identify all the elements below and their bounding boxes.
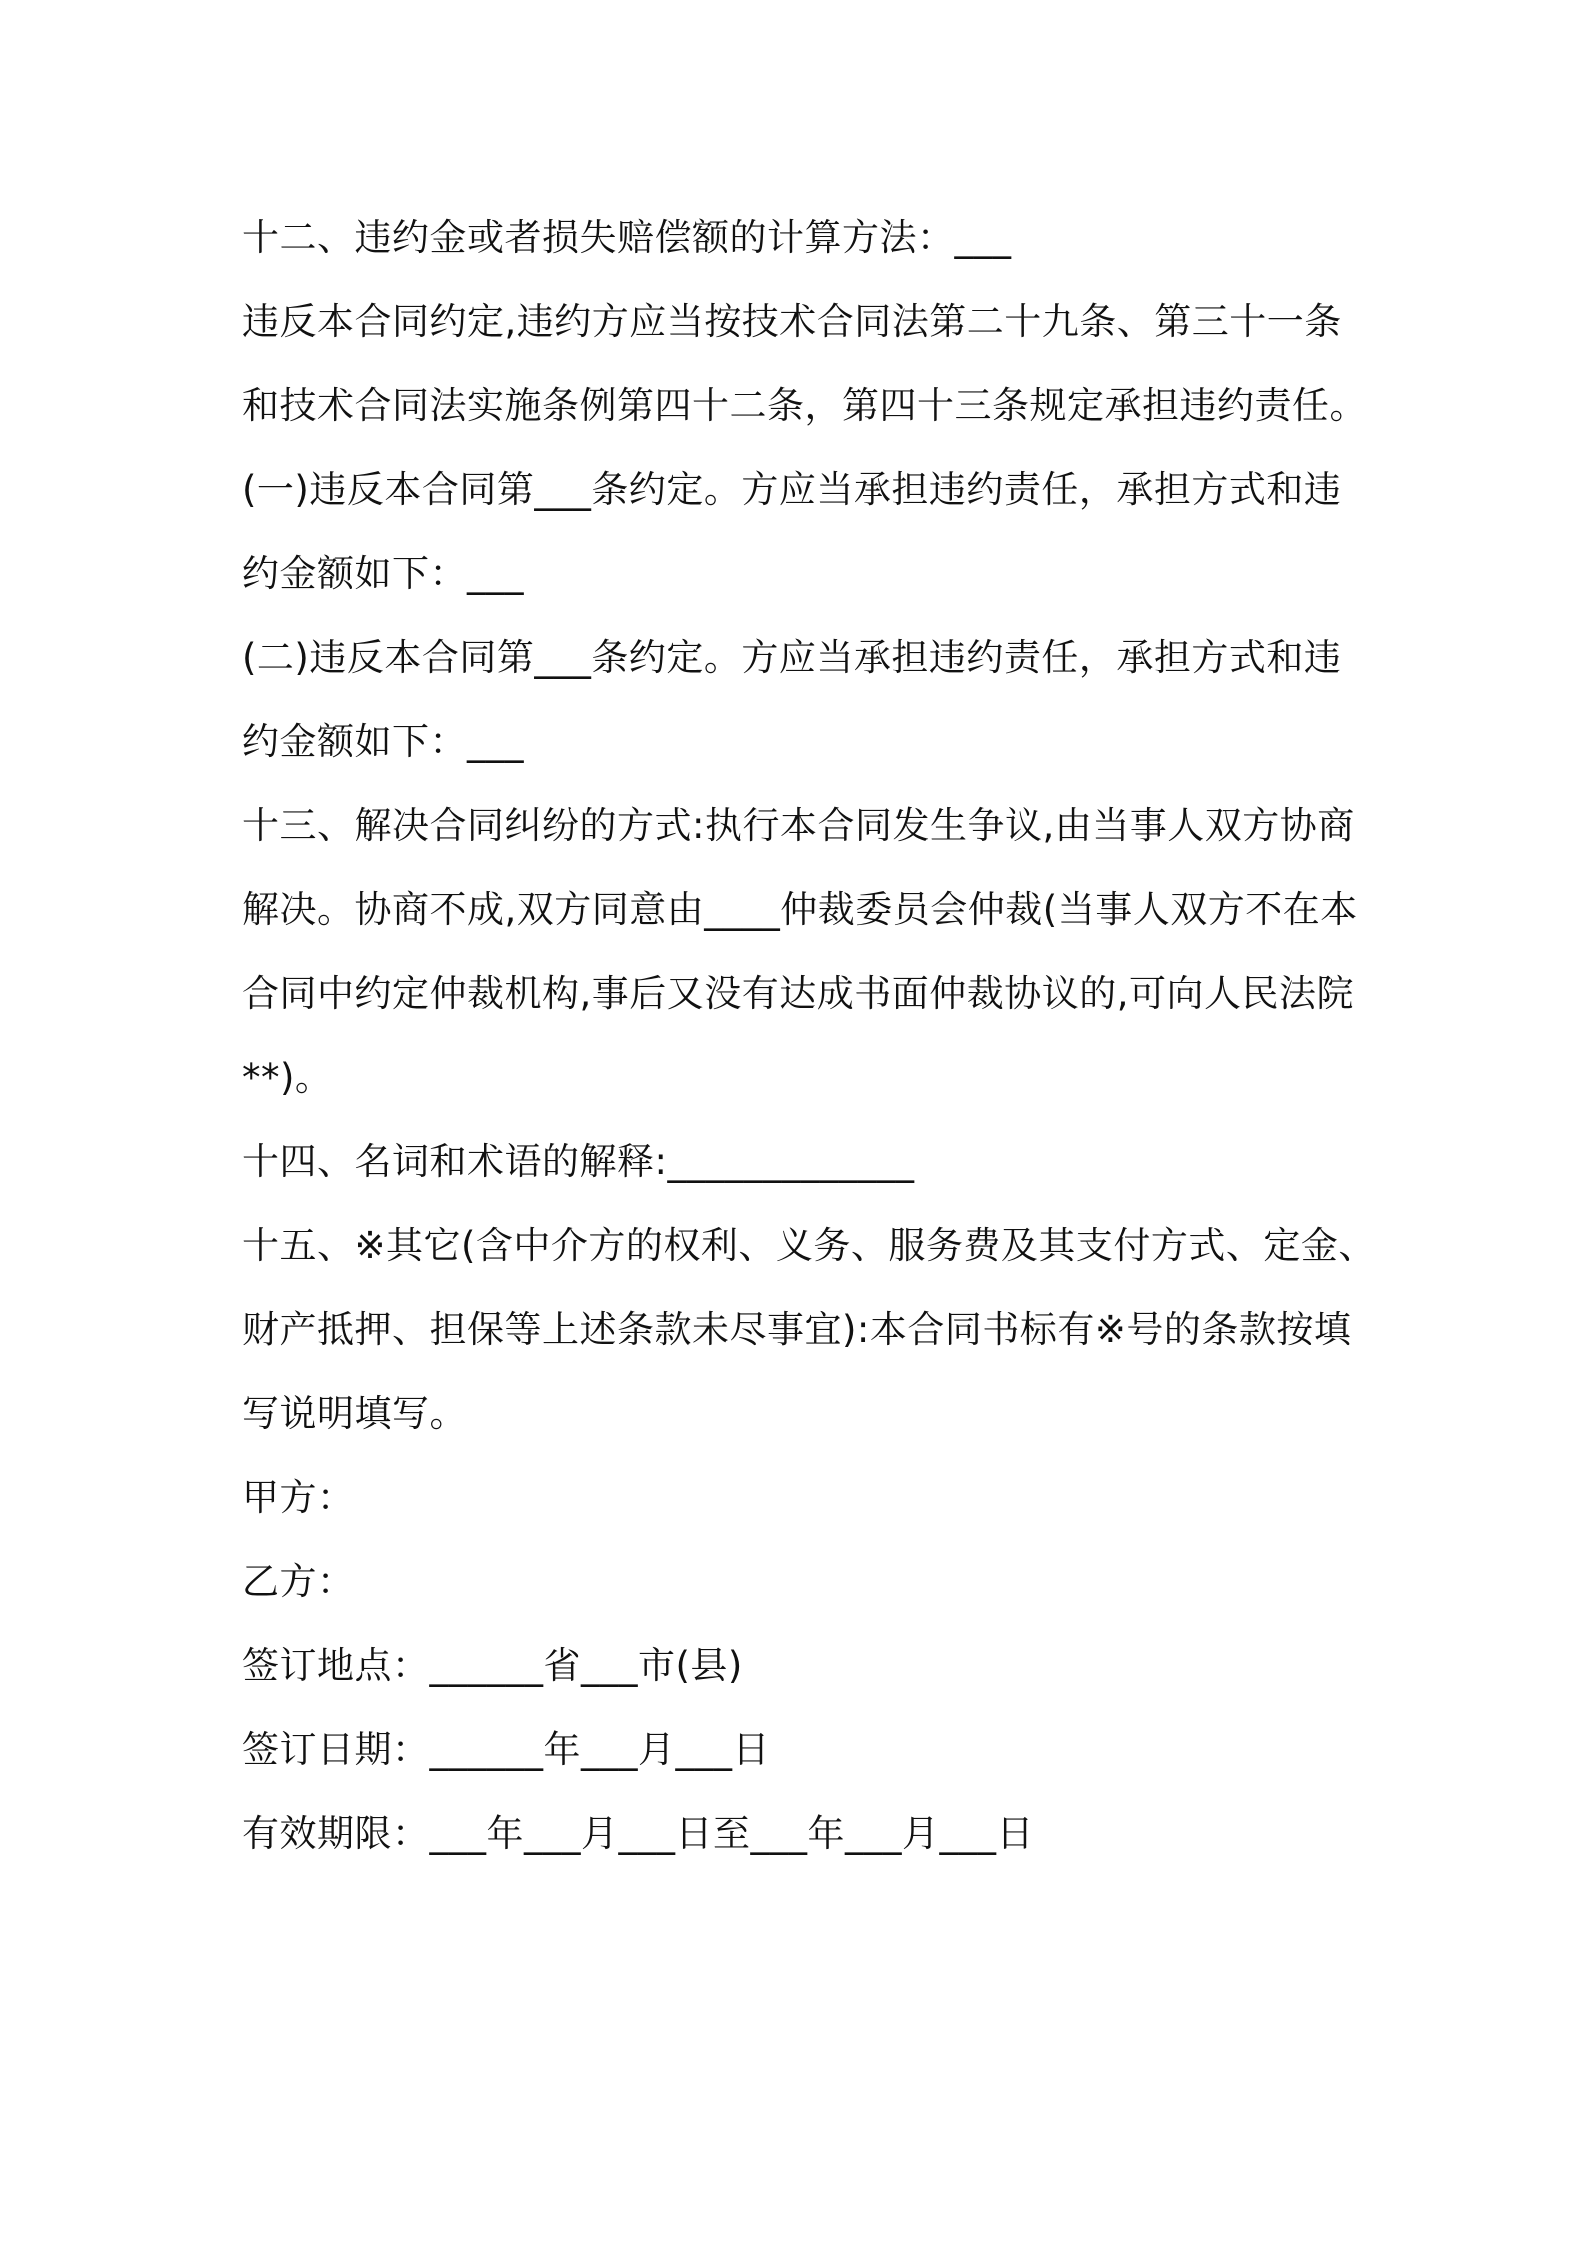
paragraph-line: 和技术合同法实施条例第四十二条，第四十三条规定承担违约责任。	[242, 384, 1367, 427]
item-1-line: 约金额如下：___	[242, 552, 524, 595]
clause-13-line: 十三、解决合同纠纷的方式:执行本合同发生争议,由当事人双方协商	[242, 804, 1355, 847]
clause-13-line: 解决。协商不成,双方同意由____仲裁委员会仲裁(当事人双方不在本	[242, 888, 1358, 931]
item-2-line: (二)违反本合同第___条约定。方应当承担违约责任，承担方式和违	[242, 636, 1342, 679]
clause-15-line: 财产抵押、担保等上述条款未尽事宜):本合同书标有※号的条款按填	[242, 1308, 1352, 1351]
item-1-line: (一)违反本合同第___条约定。方应当承担违约责任，承担方式和违	[242, 468, 1342, 511]
clause-12-heading: 十二、违约金或者损失赔偿额的计算方法：___	[242, 216, 1012, 259]
clause-14-line: 十四、名词和术语的解释:_____________	[242, 1140, 915, 1183]
clause-13-line: 合同中约定仲裁机构,事后又没有达成书面仲裁协议的,可向人民法院	[242, 972, 1355, 1015]
clause-15-line: 十五、※其它(含中介方的权利、义务、服务费及其支付方式、定金、	[242, 1224, 1376, 1267]
item-2-line: 约金额如下：___	[242, 720, 524, 763]
party-b-label: 乙方：	[242, 1560, 355, 1603]
party-a-label: 甲方：	[242, 1476, 355, 1519]
signing-place: 签订地点：______省___市(县)	[242, 1644, 743, 1687]
signing-date: 签订日期：______年___月___日	[242, 1728, 770, 1771]
clause-13-line: **)。	[242, 1056, 333, 1099]
document-body	[242, 196, 1376, 1876]
paragraph-line: 违反本合同约定,违约方应当按技术合同法第二十九条、第三十一条	[242, 300, 1342, 343]
clause-15-line: 写说明填写。	[242, 1392, 467, 1435]
validity-period: 有效期限：___年___月___日至___年___月___日	[242, 1812, 1034, 1855]
